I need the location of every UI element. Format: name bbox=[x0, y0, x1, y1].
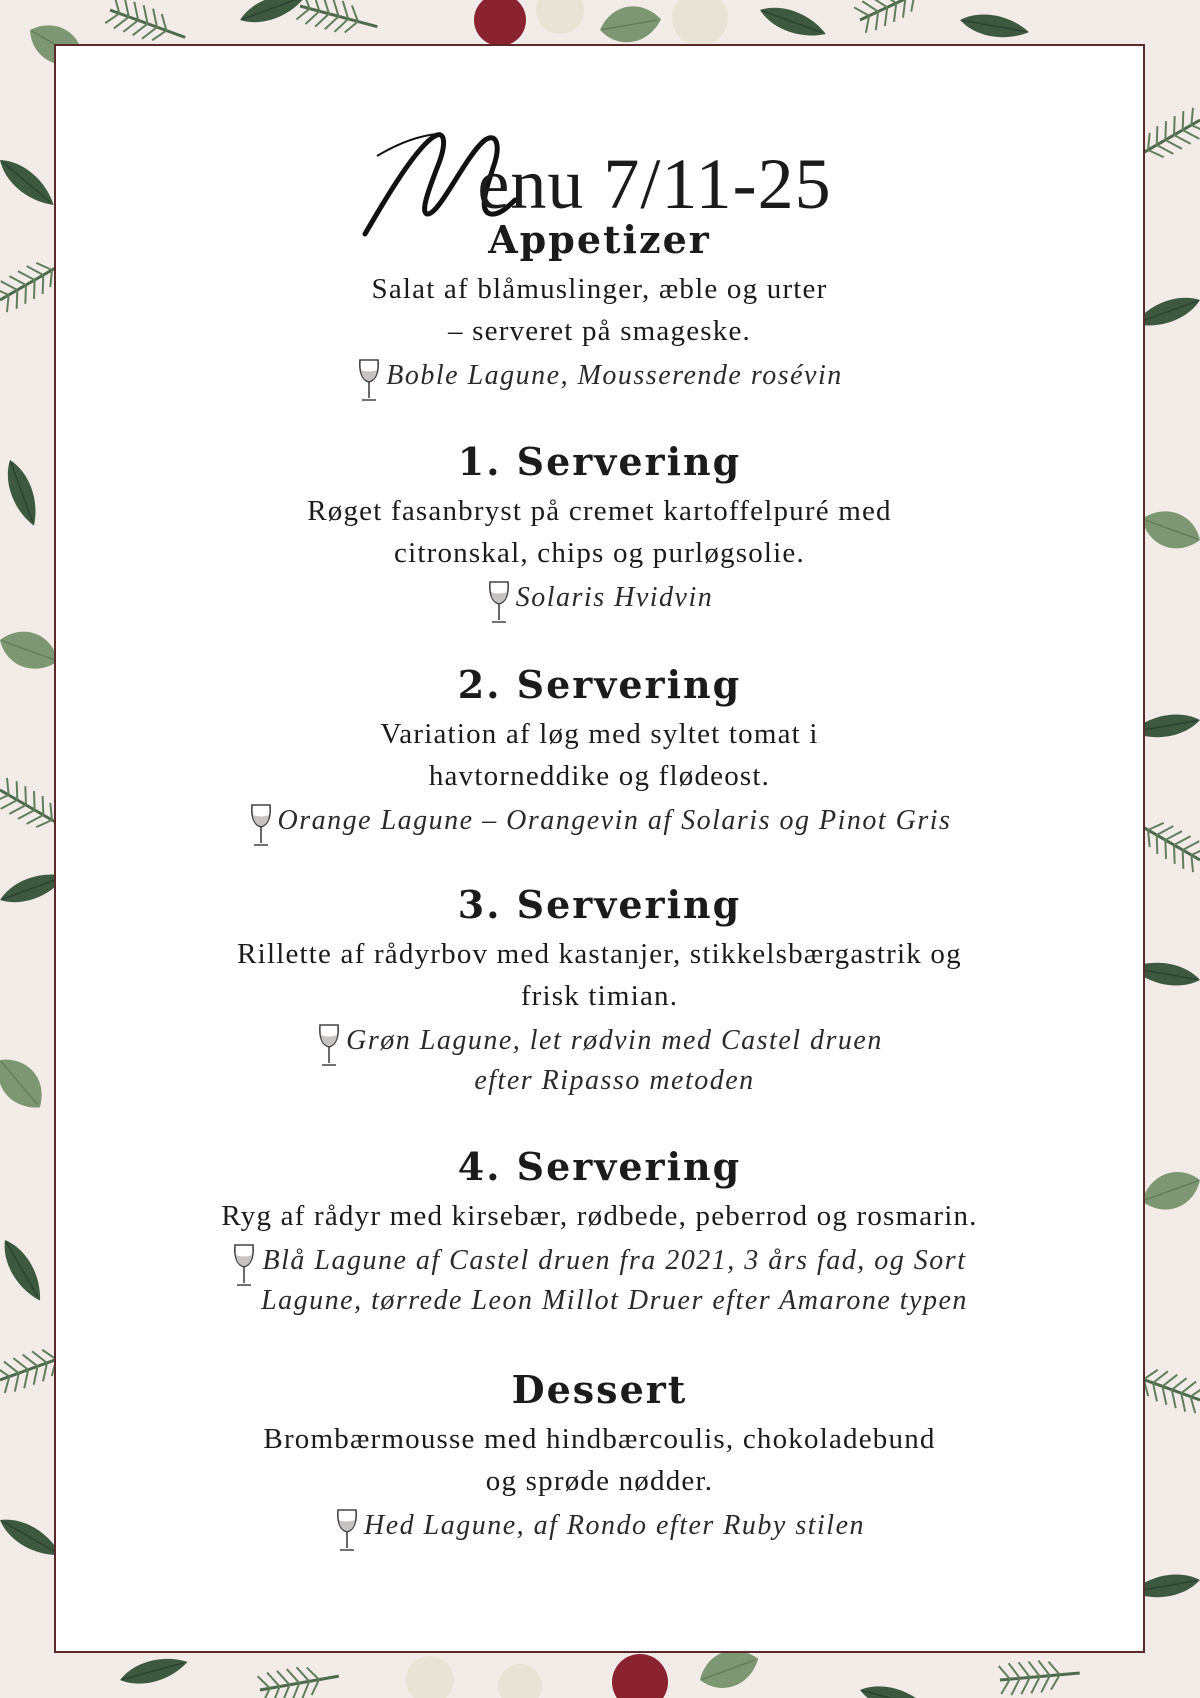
course-heading: 1. Servering bbox=[457, 439, 742, 484]
dish-line: Rillette af rådyrbov med kastanjer, stikkelsbærgastrik og bbox=[237, 938, 962, 970]
dish-line: Variation af løg med syltet tomat i bbox=[380, 718, 819, 750]
menu-card bbox=[54, 44, 1145, 1653]
wine-glass-icon bbox=[486, 580, 512, 626]
wine-line: Blå Lagune af Castel druen fra 2021, 3 års fad, og Sort bbox=[262, 1245, 967, 1276]
wine-line: Orange Lagune – Orangevin af Solaris og Pinot Gris bbox=[277, 805, 952, 836]
dish-line: Røget fasanbryst på cremet kartoffelpuré med bbox=[307, 495, 892, 527]
dish-line: Brombærmousse med hindbærcoulis, chokoladebund bbox=[263, 1423, 936, 1455]
dish-line: Ryg af rådyr med kirsebær, rødbede, peberrod og rosmarin. bbox=[221, 1200, 978, 1232]
wine-glass-icon bbox=[248, 803, 274, 849]
course-dish bbox=[56, 490, 1143, 574]
wine-glass-icon bbox=[316, 1023, 342, 1069]
dish-line: frisk timian. bbox=[520, 980, 679, 1012]
course-dish bbox=[56, 713, 1143, 797]
course-dish bbox=[56, 1195, 1143, 1237]
course-dessert bbox=[56, 1366, 1143, 1546]
wine-glass-icon bbox=[334, 1508, 360, 1554]
wine-pairing bbox=[248, 801, 952, 841]
course-dish bbox=[56, 268, 1143, 352]
dish-line: Salat af blåmuslinger, æble og urter bbox=[371, 273, 828, 305]
wine-line: Hed Lagune, af Rondo efter Ruby stilen bbox=[363, 1510, 866, 1541]
course-heading: 3. Servering bbox=[457, 882, 742, 927]
course-dish bbox=[56, 933, 1143, 1017]
course-dish bbox=[56, 1418, 1143, 1502]
wine-pairing bbox=[231, 1241, 968, 1321]
dish-line: – serveret på smageske. bbox=[448, 315, 751, 347]
wine-line: Lagune, tørrede Leon Millot Druer efter Amarone typen bbox=[261, 1285, 968, 1316]
wine-pairing bbox=[334, 1506, 865, 1546]
course-heading: Appetizer bbox=[488, 217, 711, 262]
course-servering-2 bbox=[56, 661, 1143, 841]
wine-line: Grøn Lagune, let rødvin med Castel druen bbox=[346, 1025, 883, 1056]
menu-title-text: enu 7/11-25 bbox=[477, 144, 832, 224]
dish-line: havtorneddike og flødeost. bbox=[428, 760, 771, 792]
wine-pairing bbox=[316, 1021, 883, 1101]
wine-pairing bbox=[356, 356, 842, 396]
course-servering-4 bbox=[56, 1143, 1143, 1321]
course-heading: 4. Servering bbox=[457, 1144, 742, 1189]
wine-glass-icon bbox=[231, 1243, 257, 1289]
dish-line: citronskal, chips og purløgsolie. bbox=[394, 537, 805, 569]
course-heading: 2. Servering bbox=[457, 662, 742, 707]
course-heading: Dessert bbox=[511, 1367, 688, 1412]
course-servering-1 bbox=[56, 438, 1143, 618]
course-servering-3 bbox=[56, 881, 1143, 1101]
wine-glass-icon bbox=[356, 358, 382, 404]
wine-line: Solaris Hvidvin bbox=[515, 582, 714, 613]
wine-line: efter Ripasso metoden bbox=[474, 1065, 755, 1096]
course-appetizer bbox=[56, 216, 1143, 396]
wine-pairing bbox=[486, 578, 714, 618]
dish-line: og sprøde nødder. bbox=[485, 1465, 714, 1497]
wine-line: Boble Lagune, Mousserende rosévin bbox=[386, 360, 843, 391]
